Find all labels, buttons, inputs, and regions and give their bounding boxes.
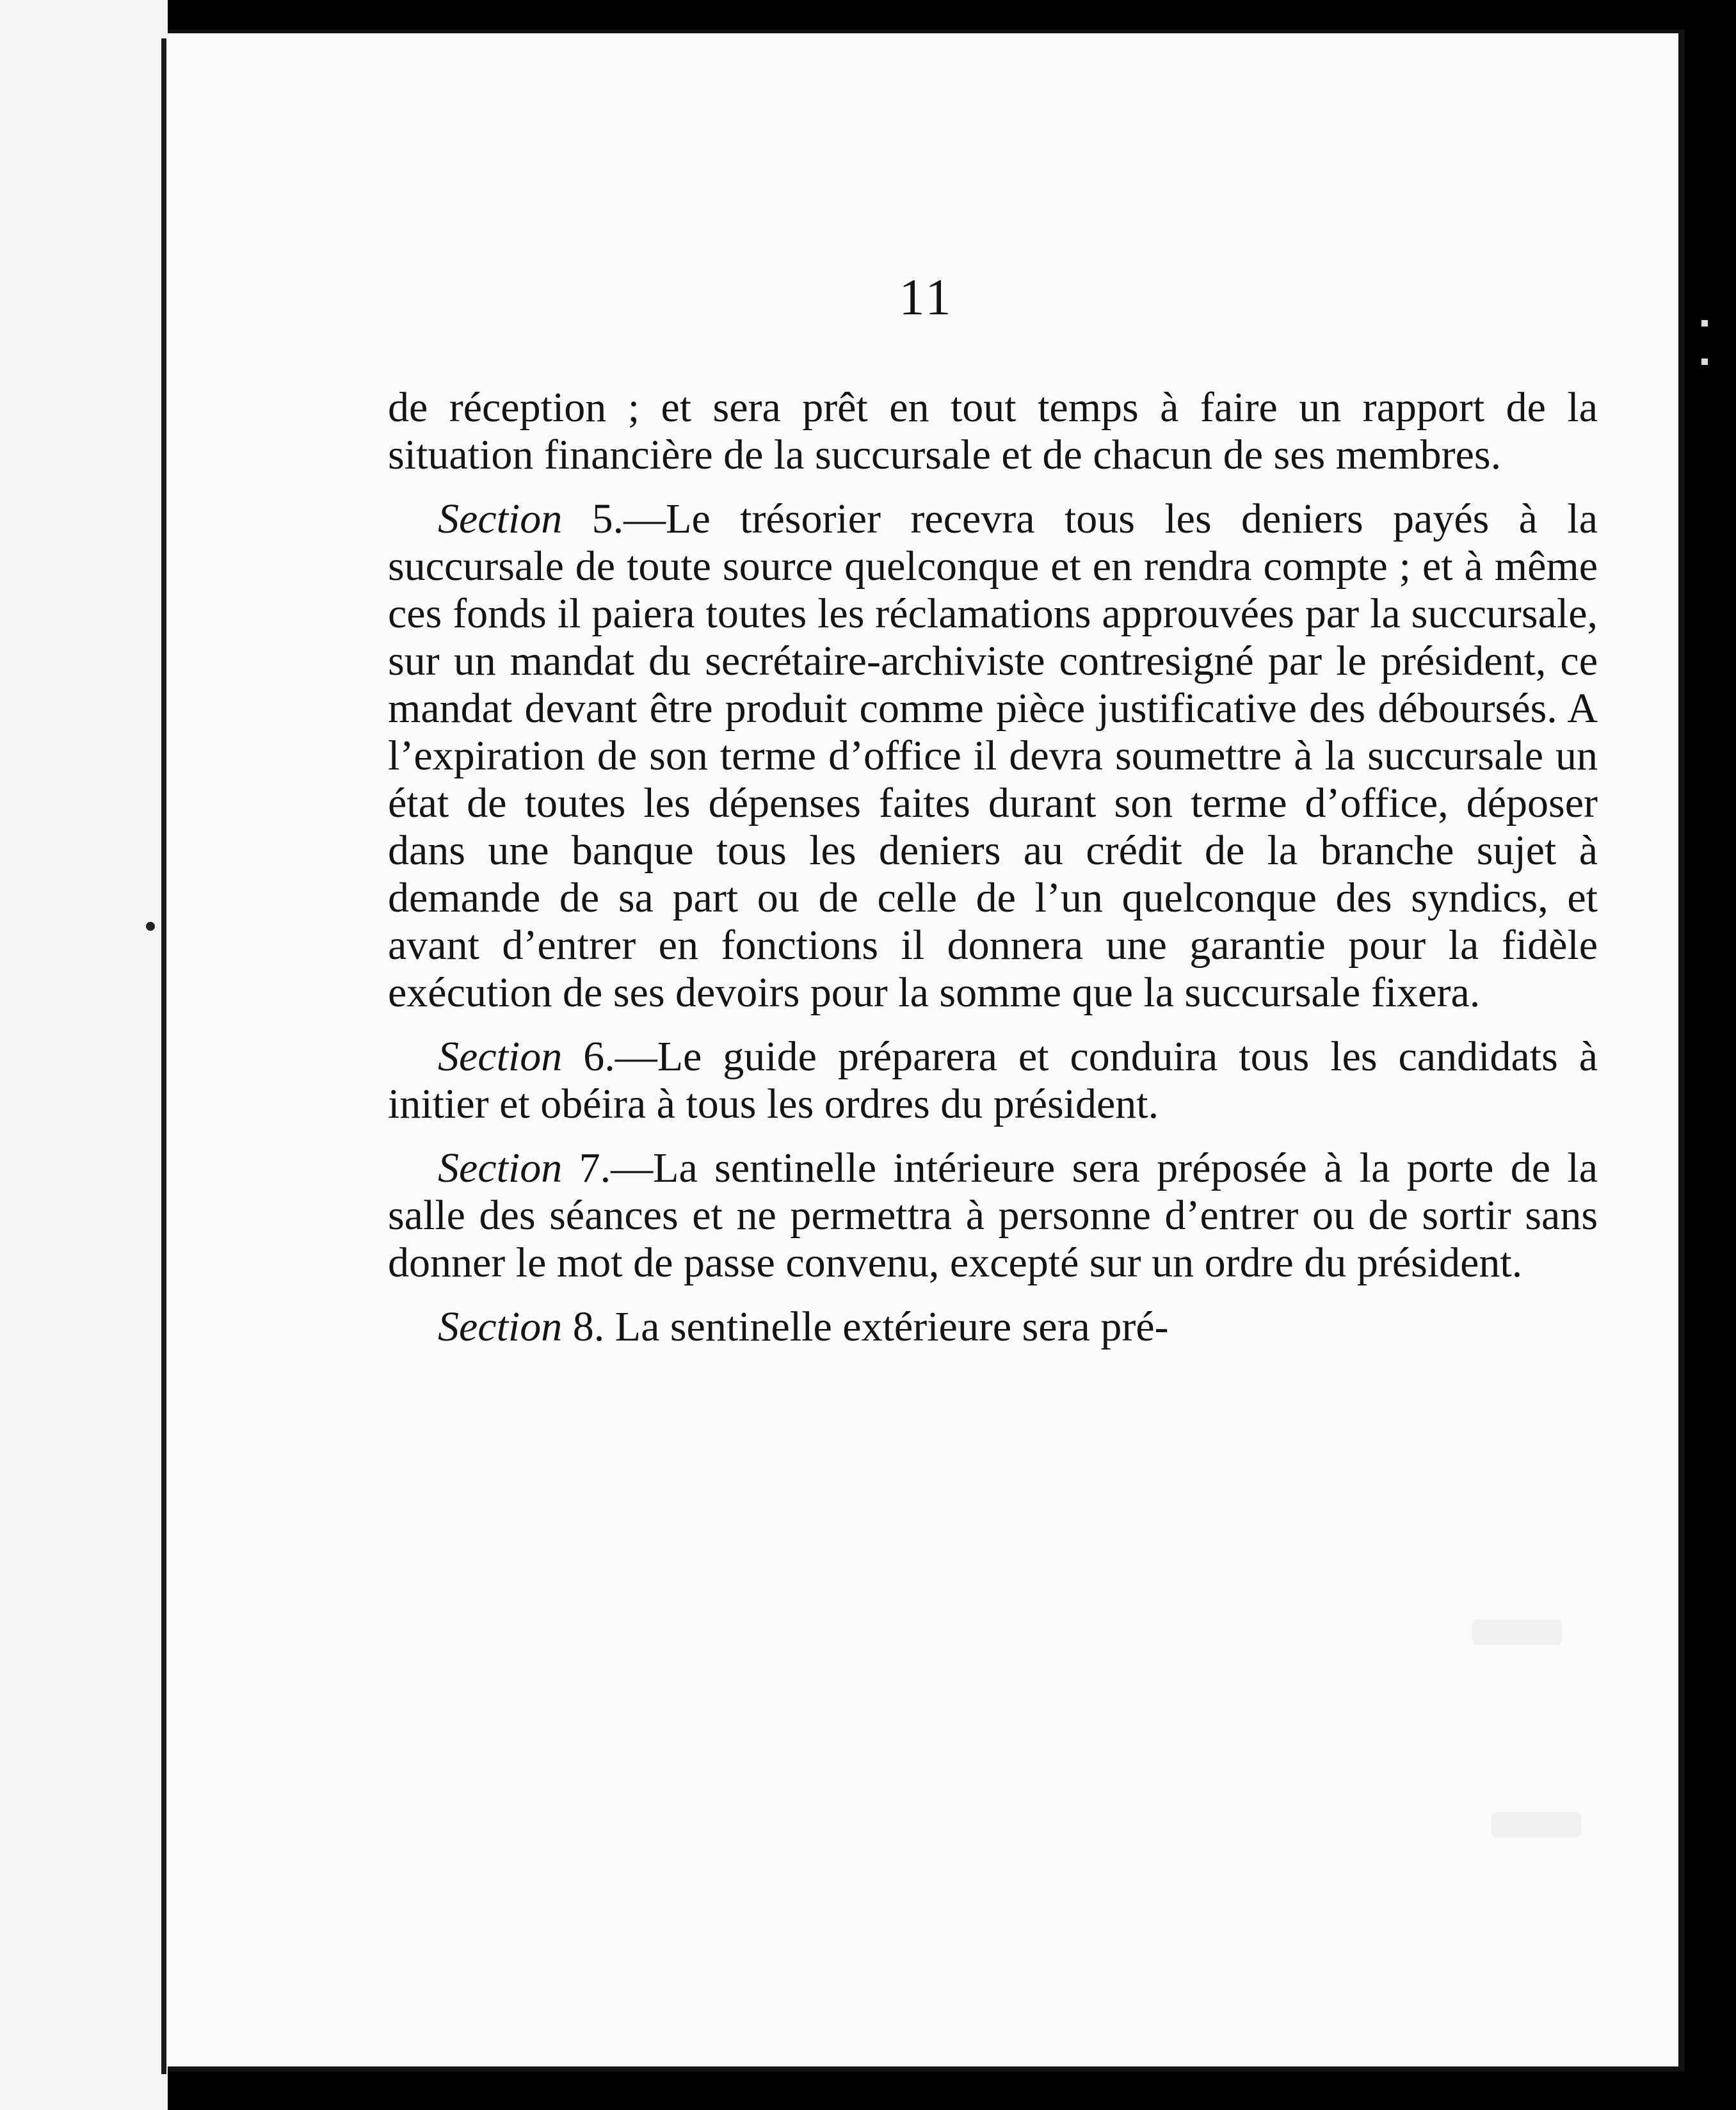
bleed-through-mark <box>1491 1812 1581 1837</box>
paragraph-section-7 <box>388 1145 1598 1287</box>
section-label: Section <box>438 1145 563 1191</box>
margin-speck <box>146 922 155 931</box>
bleed-through-mark <box>1472 1620 1562 1645</box>
book-page <box>168 29 1685 2072</box>
paragraph-text: 6.—Le guide préparera et conduira tous les candidats à initier et obéira à tous les ordres du président. <box>388 1033 1598 1127</box>
margin-speck <box>1701 358 1708 365</box>
paragraph-section-5 <box>388 495 1598 1017</box>
paragraph-text: 8. La sentinelle extérieure sera pré- <box>562 1303 1169 1350</box>
right-scan-margin <box>1685 0 1736 2110</box>
paragraph-continuation <box>388 384 1598 479</box>
binding-edge-line <box>161 38 166 2074</box>
page-number: 11 <box>899 270 954 326</box>
section-label: Section <box>438 1033 563 1080</box>
facing-page-edge <box>0 0 168 2110</box>
section-label: Section <box>438 1303 563 1350</box>
section-label: Section <box>438 495 563 542</box>
margin-speck <box>1701 320 1708 326</box>
paragraph-text: 5.—Le trésorier recevra tous les deniers payés à la succursale de toute source quelconque et en rendra compte ; et à même ces fonds il paiera toutes les réclamations approuvées par la succursale, sur un mandat du secrétaire-archiviste contresigné par le président, ce mandat devant être produit comme pièce justificative des déboursés. A l’expiration de son terme d’office il devra soumettre à la succursale un état de toutes les dépenses faites durant son terme d’office, déposer dans une banque tous les deniers au crédit de la branche sujet à demande de sa part ou de celle de l’un quelconque des syndics, et avant d’entrer en fonctions il donnera une garantie pour la fidèle exécution de ses devoirs pour la somme que la succursale fixera. <box>388 495 1598 1016</box>
paragraph-section-6 <box>388 1033 1598 1128</box>
body-text <box>388 384 1598 1367</box>
paragraph-text: 7.—La sentinelle intérieure sera préposée à la porte de la salle des séances et ne permettra à personne d’entrer ou de sortir sans donner le mot de passe convenu, excepté sur un ordre du président. <box>388 1145 1598 1286</box>
paragraph-text: de réception ; et sera prêt en tout temps à faire un rapport de la situation financière de la succursale et de chacun de ses membres. <box>388 384 1598 478</box>
paragraph-section-8 <box>388 1303 1598 1351</box>
